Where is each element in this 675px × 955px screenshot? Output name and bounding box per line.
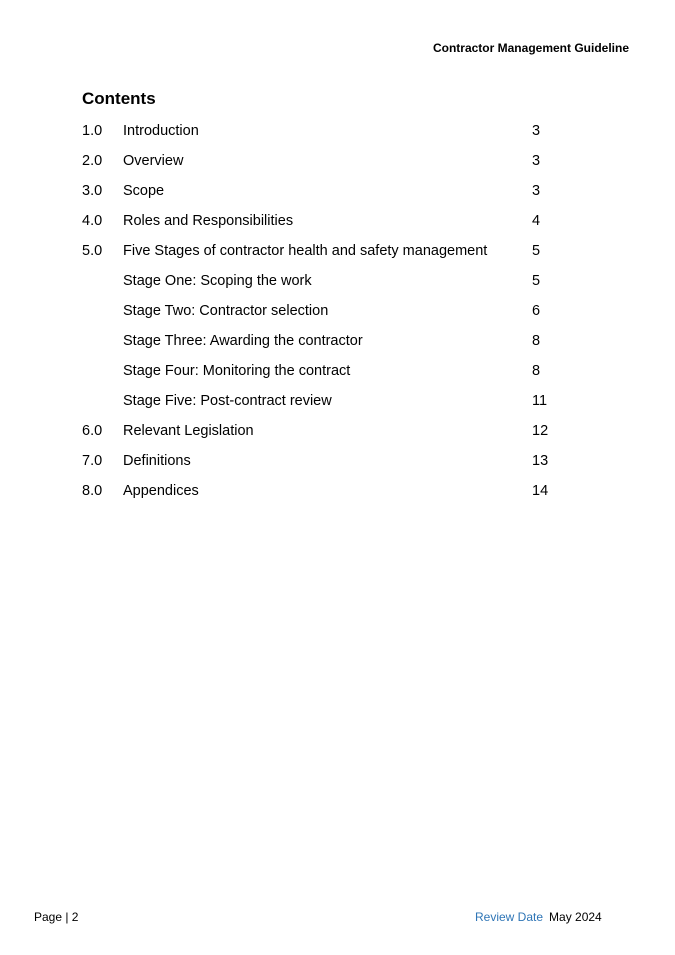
toc-entry-page: 11 [532,393,548,409]
footer-page-number: Page | 2 [34,910,79,924]
toc-entry-page: 12 [532,423,549,439]
review-date-label: Review Date [475,910,544,924]
toc-entry[interactable] [82,416,562,446]
toc-entry-title: Stage One: Scoping the work [123,273,312,289]
toc-subentry[interactable] [82,296,562,326]
toc-entry-page: 3 [532,183,541,199]
review-date-value: May 2024 [549,910,602,924]
toc-subentry[interactable] [82,386,562,416]
toc-entry[interactable] [82,206,562,236]
toc-entry-title: Appendices [123,483,199,499]
toc-entry-page: 6 [532,303,541,319]
toc-entry-title: Overview [123,153,184,169]
document-header-title: Contractor Management Guideline [432,41,629,55]
toc-entry-number: 1.0 [82,123,103,139]
toc-entry-number: 3.0 [82,183,103,199]
toc-entry-title: Roles and Responsibilities [123,213,294,229]
toc-entry-title: Introduction [123,123,199,139]
toc-entry-number: 2.0 [82,153,103,169]
table-of-contents [82,116,562,506]
toc-entry-page: 5 [532,243,541,259]
toc-entry-title: Relevant Legislation [123,423,254,439]
toc-entry-number: 7.0 [82,453,103,469]
toc-entry-title: Stage Four: Monitoring the contract [123,363,351,379]
toc-entry-page: 8 [532,333,541,349]
toc-entry-title: Stage Five: Post-contract review [123,393,332,409]
toc-entry-number: 6.0 [82,423,103,439]
toc-entry-title: Definitions [123,453,191,469]
toc-subentry[interactable] [82,266,562,296]
toc-entry[interactable] [82,116,562,146]
toc-subentry[interactable] [82,326,562,356]
toc-subentry[interactable] [82,356,562,386]
toc-entry[interactable] [82,446,562,476]
toc-entry-page: 14 [532,483,549,499]
toc-entry-title: Five Stages of contractor health and safety management [123,243,488,259]
toc-entry-page: 5 [532,273,541,289]
toc-entry-page: 4 [532,213,541,229]
footer-review-date [475,910,602,924]
toc-entry-title: Scope [123,183,165,199]
toc-entry-title: Stage Three: Awarding the contractor [123,333,363,349]
toc-entry-number: 8.0 [82,483,103,499]
toc-entry-title: Stage Two: Contractor selection [123,303,329,319]
toc-entry-page: 3 [532,123,541,139]
toc-entry-page: 8 [532,363,541,379]
toc-entry[interactable] [82,176,562,206]
toc-entry[interactable] [82,146,562,176]
toc-entry-page: 13 [532,453,549,469]
toc-entry[interactable] [82,236,562,266]
contents-heading: Contents [82,89,156,108]
toc-entry-number: 4.0 [82,213,103,229]
toc-entry-page: 3 [532,153,541,169]
toc-entry-number: 5.0 [82,243,103,259]
toc-entry[interactable] [82,476,562,506]
